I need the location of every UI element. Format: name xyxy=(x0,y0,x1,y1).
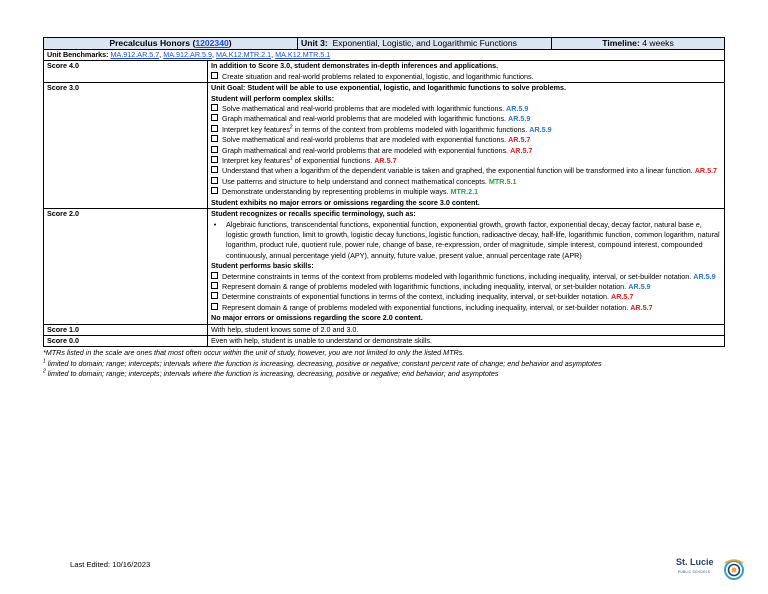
item-text: Solve mathematical and real-world problems that are modeled with logarithmic functions. xyxy=(222,104,505,114)
footnotes xyxy=(43,348,724,380)
item-text: Graph mathematical and real-world problems that are modeled with exponential functions. xyxy=(222,145,509,155)
score-label: Score 2.0 xyxy=(44,209,208,324)
benchmark-tag: AR.5.7 xyxy=(508,135,531,145)
item-text: Determine constraints in terms of the context from problems modeled with logarithmic functions, including inequality, interval, or set-builder notation. xyxy=(222,271,692,281)
footnote-text: limited to domain; range; intercepts; intervals where the function is increasing, decreasing, positive or negative; constant percent rate of change; end behavior and asymptotes xyxy=(45,358,602,368)
benchmark-tag: AR.5.9 xyxy=(693,271,716,281)
checkbox-icon xyxy=(211,292,218,299)
benchmark-link[interactable]: MA.K12.MTR.5.1 xyxy=(275,50,331,59)
score-4-content xyxy=(208,61,725,83)
checkbox-icon xyxy=(211,303,218,310)
checkbox-item xyxy=(211,303,721,313)
score-subheading: Student will perform complex skills: xyxy=(211,93,335,103)
item-text: Demonstrate understanding by representing problems in multiple ways. xyxy=(222,187,449,197)
benchmarks-label: Unit Benchmarks: xyxy=(47,50,109,59)
terms-text: , logistic growth function, limit to growth, logistic decay functions, logistic function, radioactive decay, half-life, logarithmic function, common logarithm, natural logarithm, product rule, quotient rule, power rule, change of base, re-expression, order of magnitude, simple interest, compound interest, compounded continuously, annual percentage yield (APY), annuity, future value, present value, annual percentage rate (APR) xyxy=(226,219,720,260)
mtr-footnote: *MTRs listed in the scale are ones that most often occur within the unit of study, however, you are not limited to only the listed MTRs. xyxy=(43,348,465,358)
terms-variable: e xyxy=(695,219,700,229)
item-text: Solve mathematical and real-world problems that are modeled with exponential functions. xyxy=(222,135,507,145)
benchmark-tag: AR.5.9 xyxy=(628,281,651,291)
score-0-row xyxy=(44,335,725,346)
header-row xyxy=(44,38,725,50)
score-closing: No major errors or omissions regarding the score 2.0 content. xyxy=(211,313,423,323)
score-3-row xyxy=(44,83,725,209)
benchmark-link[interactable]: MA.912.AR.5.9 xyxy=(163,50,213,59)
item-text: Interpret key features xyxy=(222,156,290,166)
checkbox-item xyxy=(211,146,721,156)
timeline-value: 4 weeks xyxy=(642,38,674,48)
checkbox-item xyxy=(211,125,721,135)
item-text: in terms of the context from problems modeled with logarithmic functions. xyxy=(292,124,528,134)
checkbox-item xyxy=(211,72,721,82)
checkbox-item xyxy=(211,114,721,124)
proficiency-scale-table xyxy=(43,37,725,347)
checkbox-item xyxy=(211,187,721,197)
footnote-2 xyxy=(43,369,724,380)
logo-emblem-icon xyxy=(722,557,746,581)
checkbox-icon xyxy=(211,135,218,142)
score-0-text: Even with help, student is unable to understand or demonstrate skills. xyxy=(208,335,725,346)
unit-title: Exponential, Logistic, and Logarithmic Functions xyxy=(332,38,517,48)
terms-text: Algebraic functions, transcendental functions, exponential function, exponential growth, growth factor, exponential decay, decay factor, natural base xyxy=(226,219,696,229)
footnote-mark: 1 xyxy=(289,155,293,162)
course-cell xyxy=(44,38,298,50)
score-heading: Student recognizes or recalls specific terminology, such as: xyxy=(211,209,416,219)
course-suffix: ) xyxy=(228,38,232,48)
item-text: Determine constraints of exponential functions in terms of the context, including inequality, interval, or set-builder notation. xyxy=(222,292,610,302)
checkbox-icon xyxy=(211,166,218,173)
logo-name: St. Lucie xyxy=(676,557,714,567)
logo-subtitle: PUBLIC SCHOOLS xyxy=(678,570,711,574)
benchmark-tag: AR.5.9 xyxy=(506,104,529,114)
checkbox-item xyxy=(211,156,721,166)
score-1-row xyxy=(44,324,725,335)
item-text: Create situation and real-world problems related to exponential, logistic, and logarithmic functions. xyxy=(222,71,534,81)
score-2-row xyxy=(44,209,725,324)
score-label: Score 4.0 xyxy=(44,61,208,83)
bullet-icon: • xyxy=(213,219,217,229)
checkbox-icon xyxy=(211,187,218,194)
last-edited: Last Edited: 10/16/2023 xyxy=(70,560,151,569)
benchmark-tag: AR.5.7 xyxy=(374,156,397,166)
benchmark-tag: AR.5.9 xyxy=(529,124,552,134)
footnote-text: limited to domain; range; intercepts; intervals where the function is increasing, decreasing, positive or negative; end behavior; and asymptotes xyxy=(45,369,499,379)
checkbox-item xyxy=(211,166,721,176)
checkbox-icon xyxy=(211,72,218,79)
score-label: Score 3.0 xyxy=(44,83,208,209)
score-1-text: With help, student knows some of 2.0 and 3.0. xyxy=(208,324,725,335)
benchmark-link[interactable]: MA.912.AR.5.7 xyxy=(110,50,160,59)
item-text: Graph mathematical and real-world problems that are modeled with logarithmic functions. xyxy=(222,114,507,124)
checkbox-icon xyxy=(211,177,218,184)
benchmarks-cell: Unit Benchmarks: MA.912.AR.5.7, MA.912.AR.5.9, MA.K12.MTR.2.1, MA.K12.MTR.5.1 xyxy=(44,50,725,61)
checkbox-icon xyxy=(211,156,218,163)
benchmark-tag: AR.5.7 xyxy=(611,292,634,302)
checkbox-item xyxy=(211,272,721,282)
st-lucie-logo xyxy=(676,557,748,583)
checkbox-icon xyxy=(211,282,218,289)
document xyxy=(43,37,724,380)
checkbox-item xyxy=(211,292,721,302)
unit-label: Unit 3: xyxy=(301,38,328,48)
checkbox-item xyxy=(211,104,721,114)
checkbox-item xyxy=(211,135,721,145)
unit-goal: Unit Goal: Student will be able to use exponential, logistic, and logarithmic functions to solve problems. xyxy=(211,83,567,93)
checkbox-icon xyxy=(211,125,218,132)
course-code-link[interactable]: 1202340 xyxy=(195,38,229,48)
score-label: Score 1.0 xyxy=(44,324,208,335)
footnote-mark: 2 xyxy=(43,368,46,375)
benchmark-link[interactable]: MA.K12.MTR.2.1 xyxy=(216,50,272,59)
score-2-content xyxy=(208,209,725,324)
benchmark-tag: AR.5.7 xyxy=(630,302,653,312)
footnote-mark: 1 xyxy=(43,358,46,365)
timeline-label: Timeline: xyxy=(602,38,640,48)
item-text: Interpret key features xyxy=(222,124,290,134)
item-text: Represent domain & range of problems modeled with exponential functions, including inequality, interval, or set-builder notation. xyxy=(222,302,629,312)
benchmark-tag: AR.5.7 xyxy=(694,166,718,176)
score-closing: Student exhibits no major errors or omissions regarding the score 3.0 content. xyxy=(211,197,480,207)
course-name: Precalculus Honors ( xyxy=(109,38,196,48)
checkbox-icon xyxy=(211,114,218,121)
checkbox-icon xyxy=(211,104,218,111)
item-text: Represent domain & range of problems modeled with logarithmic functions, including inequality, interval, or set-builder notation. xyxy=(222,281,627,291)
benchmark-tag: MTR.2.1 xyxy=(450,187,479,197)
score-label: Score 0.0 xyxy=(44,335,208,346)
item-text: Use patterns and structure to help understand and connect mathematical concepts. xyxy=(222,176,487,186)
footnote-1 xyxy=(43,359,724,370)
checkbox-icon xyxy=(211,146,218,153)
score-subheading: Student performs basic skills: xyxy=(211,261,314,271)
benchmark-tag: AR.5.7 xyxy=(510,145,533,155)
score-4-row xyxy=(44,61,725,83)
timeline-cell xyxy=(552,38,725,50)
benchmark-tag: MTR.5.1 xyxy=(488,176,517,186)
item-text: of exponential functions. xyxy=(292,156,373,166)
footnote-mark: 2 xyxy=(289,124,293,131)
checkbox-item xyxy=(211,282,721,292)
benchmark-tag: AR.5.9 xyxy=(508,114,531,124)
item-text: Understand that when a logarithm of the dependent variable is taken and graphed, the exponential function will be transformed into a linear function. xyxy=(222,166,693,176)
score-3-content xyxy=(208,83,725,209)
benchmarks-row xyxy=(44,50,725,61)
score-heading: In addition to Score 3.0, student demonstrates in-depth inferences and applications. xyxy=(211,61,499,71)
checkbox-item xyxy=(211,177,721,187)
checkbox-icon xyxy=(211,272,218,279)
terminology-list xyxy=(211,220,721,262)
unit-cell xyxy=(298,38,552,50)
